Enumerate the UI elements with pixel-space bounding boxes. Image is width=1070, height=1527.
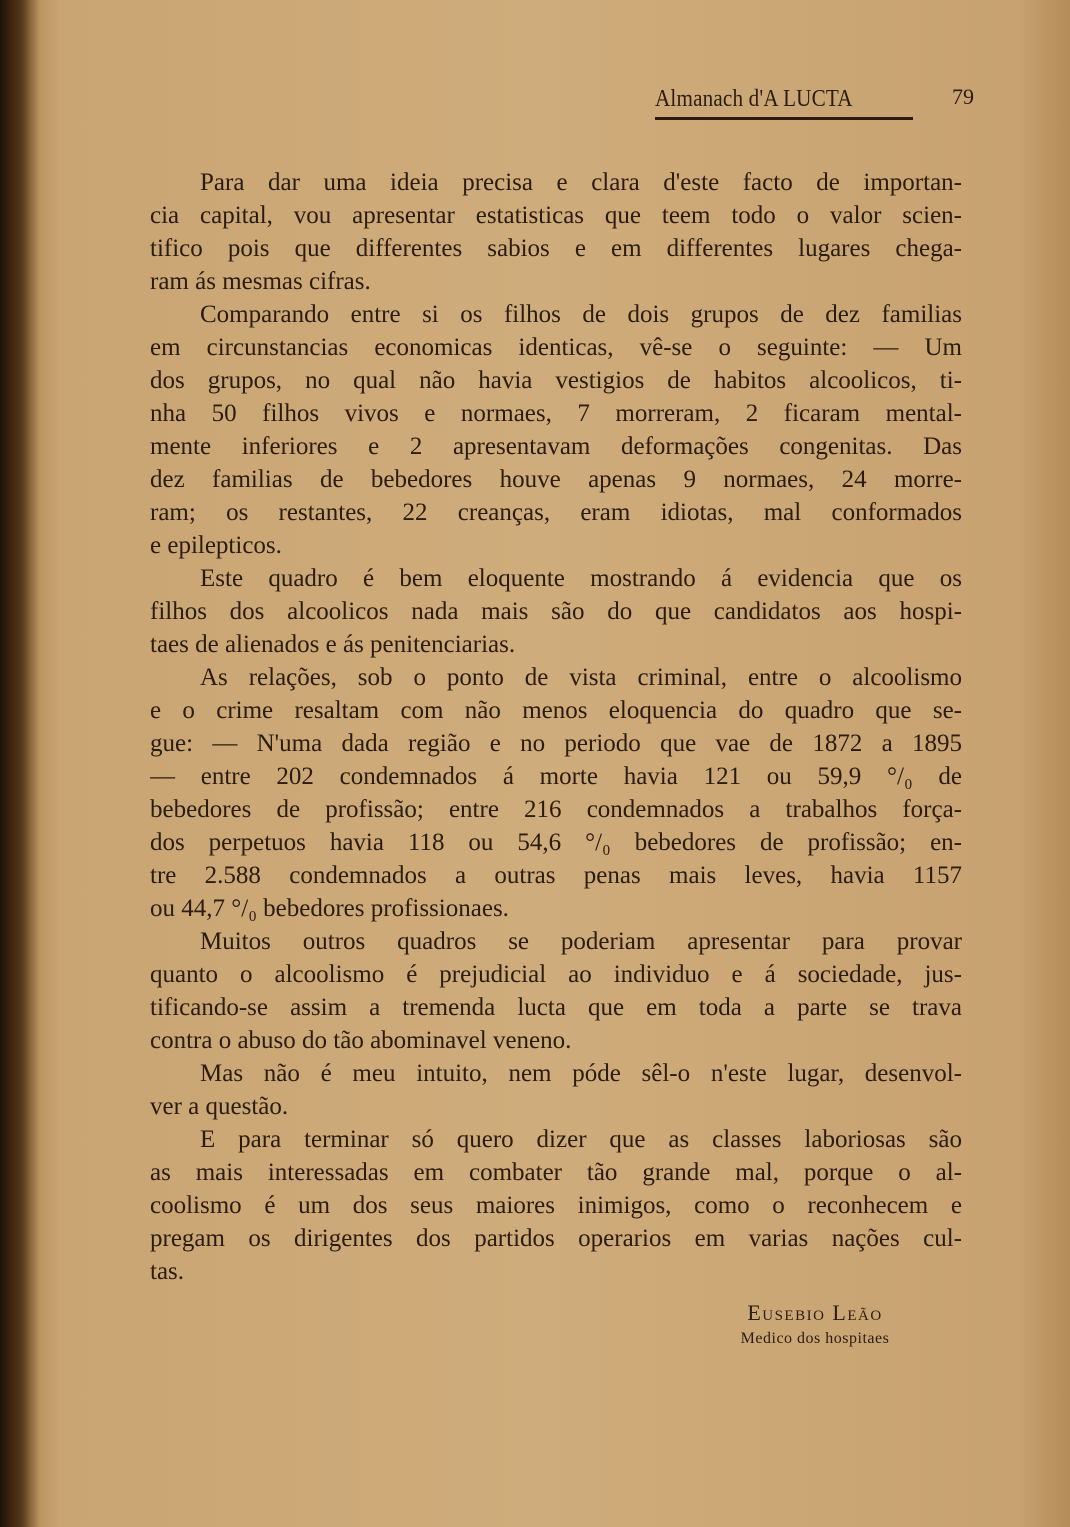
text-line: Este quadro é bem eloquente mostrando á evidencia que os [200,565,962,592]
header-rule [655,117,913,120]
text-line: mente inferiores e 2 apresentavam deformações congenitas. Das [150,433,962,460]
text-line: tificando-se assim a tremenda lucta que em toda a parte se trava [150,994,962,1021]
running-header [640,80,974,120]
header-title: Almanach d'A LUCTA [655,86,853,112]
text-line: nha 50 filhos vivos e normaes, 7 morreram, 2 ficaram mental- [150,400,962,427]
text-line: tre 2.588 condemnados a outras penas mais leves, havia 1157 [150,862,962,889]
text-line: ver a questão. [150,1093,289,1120]
author-role: Medico dos hospitaes [740,1330,890,1347]
text-line: dos perpetuos havia 118 ou 54,6 °/₀ bebedores de profissão; en- [150,829,962,856]
text-line: contra o abuso do tão abominavel veneno. [150,1027,572,1054]
text-line: pregam os dirigentes dos partidos operarios em varias nações cul- [150,1225,962,1252]
text-line: tas. [150,1258,185,1285]
text-line: ou 44,7 °/₀ bebedores profissionaes. [150,895,509,922]
text-line: tifico pois que differentes sabios e em differentes lugares chega- [150,235,962,262]
text-line: bebedores de profissão; entre 216 condemnados a trabalhos força- [150,796,962,823]
text-line: quanto o alcoolismo é prejudicial ao individuo e á sociedade, jus- [150,961,962,988]
text-line: Para dar uma ideia precisa e clara d'este facto de importan- [200,169,962,196]
page-binding-edge [0,0,40,1527]
text-line: coolismo é um dos seus maiores inimigos, como o reconhecem e [150,1192,962,1219]
text-line: taes de alienados e ás penitenciarias. [150,631,516,658]
signature-block [700,1300,930,1348]
text-line: Muitos outros quadros se poderiam apresentar para provar [200,928,962,955]
text-line: dez familias de bebedores houve apenas 9 normaes, 24 morre- [150,466,962,493]
text-line: — entre 202 condemnados á morte havia 121 ou 59,9 °/₀ de [150,763,962,790]
text-line: em circunstancias economicas identicas, vê-se o seguinte: — Um [150,334,962,361]
text-line: filhos dos alcoolicos nada mais são do que candidatos aos hospi- [150,598,962,625]
text-line: Comparando entre si os filhos de dois grupos de dez familias [200,301,962,328]
text-line: e epilepticos. [150,532,282,559]
text-line: Mas não é meu intuito, nem póde sêl-o n'este lugar, desenvol- [200,1060,962,1087]
text-line: ram; os restantes, 22 creanças, eram idiotas, mal conformados [150,499,962,526]
text-line: cia capital, vou apresentar estatisticas que teem todo o valor scien- [150,202,962,229]
text-line: E para terminar só quero dizer que as classes laboriosas são [200,1126,962,1153]
article-body [150,166,962,1288]
text-line: ram ás mesmas cifras. [150,268,371,295]
author-name: Eusebio Leão [747,1300,883,1325]
page-number: 79 [952,84,974,109]
text-line: dos grupos, no qual não havia vestigios de habitos alcoolicos, ti- [150,367,962,394]
text-line: gue: — N'uma dada região e no periodo que vae de 1872 a 1895 [150,730,962,757]
text-line: As relações, sob o ponto de vista criminal, entre o alcoolismo [200,664,962,691]
text-line: as mais interessadas em combater tão grande mal, porque o al- [150,1159,962,1186]
text-line: e o crime resaltam com não menos eloquencia do quadro que se- [150,697,962,724]
